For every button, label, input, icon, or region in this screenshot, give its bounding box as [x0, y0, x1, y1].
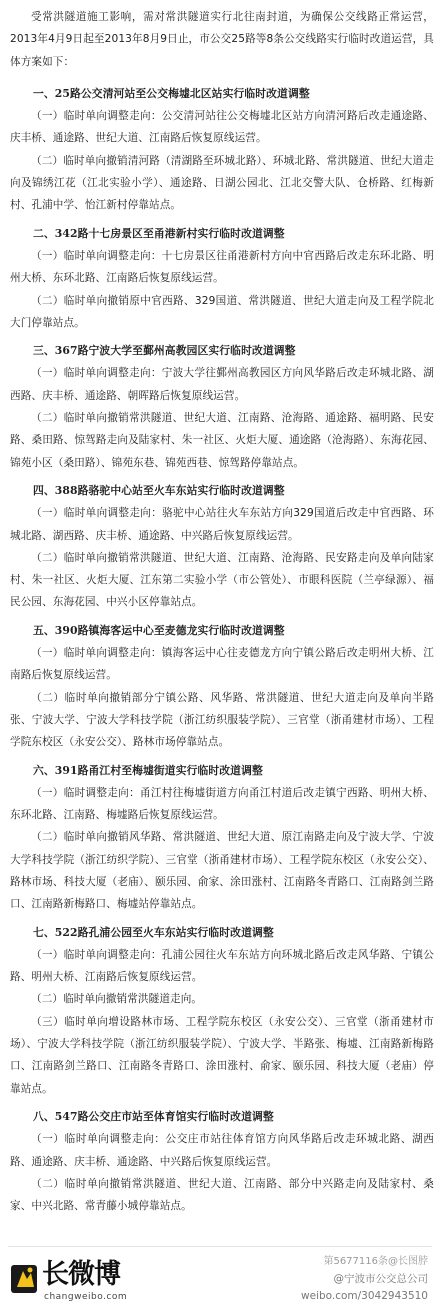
footer-divider	[8, 1246, 432, 1247]
section-paragraph: （二）临时单向撤销原中官西路、329国道、常洪隧道、世纪大道走向及工程学院北大门停靠站点。	[10, 294, 434, 329]
logo-domain[interactable]: changweibo.com	[44, 1292, 128, 1302]
section-paragraph: （二）临时单向撤销常洪隧道、世纪大道、江南路、部分中兴路走向及陆家村、桑家、中兴北路、常青藤小城停靠站点。	[10, 1177, 434, 1213]
section-paragraph: （二）临时单向撤销常洪隧道、世纪大道、江南路、沧海路、民安路走向及单向陆家村、朱一社区、火炬大厦、江东第二实验小学（市公管处）、市眼科医院（兰亭绿源）、福民公园、东海花园、中兴小区停靠站点。	[10, 551, 434, 609]
section-heading: 八、547路公交庄市站至体育馆实行临时改道调整	[33, 1109, 274, 1123]
watermark-username[interactable]: @宁波市公交总公司	[333, 1273, 428, 1285]
section-heading: 一、25路公交清河站至公交梅墟北区站实行临时改道调整	[33, 86, 310, 100]
route-section	[10, 620, 434, 754]
section-paragraph: （二）临时单向撤销部分宁镇公路、风华路、常洪隧道、世纪大道走向及单向半路张、宁波大学、宁波大学科技学院（浙江纺织服装学院）、三官堂（浙甬建材市场）、工程学院东校区（永安公交）、路林市场停靠站点。	[10, 691, 434, 749]
section-paragraph: （一）临时单向调整走向：十七房景区往甬港新村方向中官西路后改走东环北路、明州大桥、东环北路、江南路后恢复原线运营。	[10, 249, 434, 285]
section-paragraph: （一）临时单向调整走向：公交庄市站往体育馆方向风华路后改走环城北路、湖西路、通途路、庆丰桥、通途路、中兴路后恢复原线运营。	[10, 1133, 434, 1168]
section-paragraph: （一）临时单向调整走向：宁波大学往鄞州高教园区方向风华路后改走环城北路、湖西路、庆丰桥、通途路、朝晖路后恢复原线运营。	[10, 367, 434, 402]
intro-paragraph: 受常洪隧道施工影响，需对常洪隧道实行北往南封道，为确保公交线路正常运营，2013年4月9日起至2013年8月9日止，市公交25路等8条公交线路实行临时改道运营，具体方案如下：	[10, 11, 434, 68]
watermark-page-number: 第5677116条@长图脖	[323, 1256, 428, 1267]
section-paragraph: （一）临时单向调整走向：镇海客运中心往麦德龙方向宁镇公路后改走明州大桥、江南路后恢复原线运营。	[10, 647, 434, 682]
section-heading: 五、390路镇海客运中心至麦德龙实行临时改道调整	[33, 623, 285, 637]
notice-document	[10, 6, 434, 1217]
watermark-url[interactable]: weibo.com/3042943510	[301, 1290, 428, 1302]
section-paragraph: （二）临时单向撤销常洪隧道走向。	[31, 993, 203, 1006]
route-section	[10, 760, 434, 916]
section-paragraph: （一）临时单向调整走向：公交清河站往公交梅墟北区站方向清河路后改走通途路、庆丰桥、通途路、世纪大道、江南路后恢复原线运营。	[10, 110, 434, 145]
section-paragraph: （一）临时单向调整走向：骆驼中心站往火车东站方向329国道后改走中官西路、环城北路、湖西路、庆丰桥、通途路、中兴路后恢复原线运营。	[10, 507, 434, 542]
route-section	[10, 340, 434, 474]
route-sections	[10, 83, 434, 1218]
section-heading: 四、388路骆驼中心站至火车东站实行临时改道调整	[33, 483, 285, 497]
section-heading: 六、391路甬江村至梅墟街道实行临时改道调整	[33, 763, 263, 777]
route-section	[10, 83, 434, 217]
section-heading: 二、342路十七房景区至甬港新村实行临时改道调整	[33, 226, 285, 240]
logo-text: 长微博	[42, 1259, 120, 1290]
section-heading: 三、367路宁波大学至鄞州高教园区实行临时改道调整	[33, 344, 296, 358]
route-section	[10, 922, 434, 1100]
route-section	[10, 480, 434, 614]
section-heading: 七、522路孔浦公园至火车东站实行临时改道调整	[33, 925, 274, 939]
route-section	[10, 223, 434, 334]
route-section	[10, 1106, 434, 1217]
section-paragraph: （一）临时单向调整走向：孔浦公园往火车东站方向环城北路后改走风华路、宁镇公路、明州大桥、江南路后恢复原线运营。	[10, 948, 434, 984]
section-paragraph: （二）临时单向撤销常洪隧道、世纪大道、江南路、沧海路、通途路、福明路、民安路、桑田路、惊驾路走向及陆家村、朱一社区、火炬大厦、通途路（沧海路）、东海花园、锦苑小区（桑田路）、锦苑东巷、锦苑西巷、惊驾路停靠站点。	[10, 412, 434, 469]
section-paragraph: （三）临时单向增设路林市场、工程学院东校区（永安公交）、三官堂（浙甬建材市场）、宁波大学科技学院（浙江纺织服装学院）、宁波大学、半路张、梅墟、江南路新梅路口、江南路剑兰路口、江南路冬青路口、涂田涨村、俞家、颐乐园、科技大厦（老庙）停靠站点。	[10, 1015, 434, 1095]
section-paragraph: （一）临时调整走向：甬江村往梅墟街道方向甬江村道后改走镇宁西路、明州大桥、东环北路、江南路、梅墟路后恢复原线运营。	[10, 786, 434, 822]
watermark-footer	[0, 1246, 440, 1314]
section-paragraph: （二）临时单向撤销风华路、常洪隧道、世纪大道、原江南路走向及宁波大学、宁波大学科技学院（浙江纺织学院）、三官堂（浙甬建材市场）、工程学院东校区（永安公交）、路林市场、科技大厦（老庙）、颐乐园、俞家、涂田涨村、江南路冬青路口、江南路剑兰路口、江南路新梅路口、梅墟站停靠站点。	[10, 831, 434, 911]
section-paragraph: （二）临时单向撤销清河路（清湖路至环城北路）、环城北路、常洪隧道、世纪大道走向及锦绣江花（江北实验小学）、通途路、日湖公园北、江北交警大队、仓桥路、红梅新村、孔浦中学、怡江新村停靠站点。	[10, 154, 434, 212]
changweibo-logo-icon	[10, 1262, 40, 1296]
